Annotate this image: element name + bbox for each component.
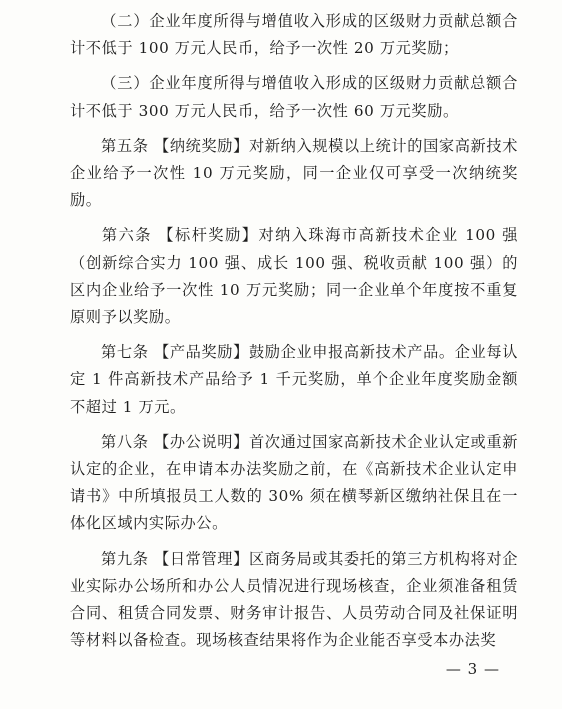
page-number: — 3 —: [445, 660, 500, 678]
paragraph-clause-2: （二）企业年度所得与增值收入形成的区级财力贡献总额合计不低于 100 万元人民币，给予一次性 20 万元奖励；: [70, 12, 518, 58]
paragraph-article-7: 第七条 【产品奖励】鼓励企业申报高新技术产品。企业每认定 1 件高新技术产品给予 1 千元奖励，单个企业年度奖励金额不超过 1 万元。: [70, 343, 518, 416]
paragraph-article-6: 第六条 【标杆奖励】对纳入珠海市高新技术企业 100 强（创新综合实力 100 强、成长 100 强、税收贡献 100 强）的区内企业给予一次性 10 万元奖励；同一企业单个年度按不重复原则予以奖励。: [70, 226, 518, 327]
paragraph-clause-3: （三）企业年度所得与增值收入形成的区级财力贡献总额合计不低于 300 万元人民币，给予一次性 60 万元奖励。: [70, 74, 518, 120]
paragraph-article-9: 第九条 【日常管理】区商务局或其委托的第三方机构将对企业实际办公场所和办公人员情况进行现场核查，企业须准备租赁合同、租赁合同发票、财务审计报告、人员劳动合同及社保证明等材料以备检查。现场核查结果将作为企业能否享受本办法奖: [70, 549, 518, 650]
paragraph-article-8: 第八条 【办公说明】首次通过国家高新技术企业认定或重新认定的企业，在申请本办法奖励之前，在《高新技术企业认定申请书》中所填报员工人数的 30% 须在横琴新区缴纳社保且在一体化区域内实际办公。: [70, 432, 518, 533]
paragraph-article-5: 第五条 【纳统奖励】对新纳入规模以上统计的国家高新技术企业给予一次性 10 万元奖励，同一企业仅可享受一次纳统奖励。: [70, 136, 518, 210]
